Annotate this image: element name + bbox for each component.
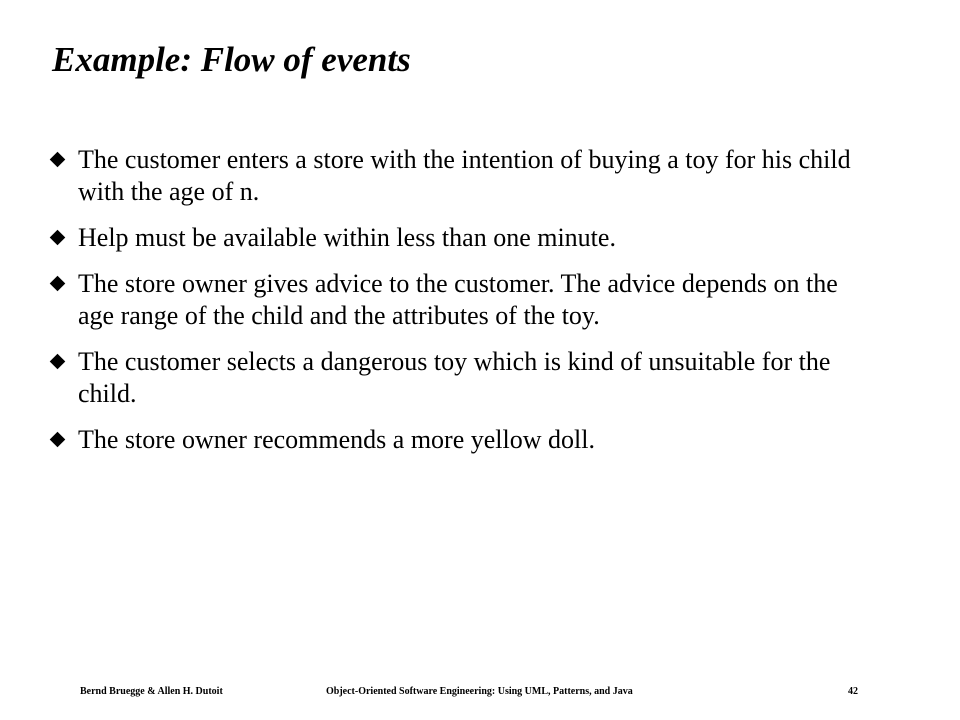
- bullet-text: The store owner recommends a more yellow doll.: [78, 425, 595, 454]
- bullet-item: [48, 144, 878, 208]
- diamond-bullet-icon: [50, 152, 66, 168]
- diamond-bullet-icon: [50, 276, 66, 292]
- bullet-item: [48, 424, 878, 456]
- bullet-text: The customer enters a store with the intention of buying a toy for his child with the age of n.: [78, 145, 851, 206]
- bullet-item: [48, 222, 878, 254]
- bullet-item: [48, 268, 878, 332]
- bullet-text: The store owner gives advice to the customer. The advice depends on the age range of the child and the attributes of the toy.: [78, 269, 838, 330]
- footer-authors: Bernd Bruegge & Allen H. Dutoit: [80, 686, 223, 697]
- bullet-list: [48, 144, 878, 470]
- diamond-bullet-icon: [50, 354, 66, 370]
- slide-title: Example: Flow of events: [52, 40, 411, 79]
- footer-book-title: Object-Oriented Software Engineering: Using UML, Patterns, and Java: [326, 686, 633, 697]
- bullet-text: Help must be available within less than one minute.: [78, 223, 616, 252]
- diamond-bullet-icon: [50, 432, 66, 448]
- footer-page-number: 42: [848, 686, 858, 697]
- diamond-bullet-icon: [50, 230, 66, 246]
- bullet-text: The customer selects a dangerous toy which is kind of unsuitable for the child.: [78, 347, 831, 408]
- bullet-item: [48, 346, 878, 410]
